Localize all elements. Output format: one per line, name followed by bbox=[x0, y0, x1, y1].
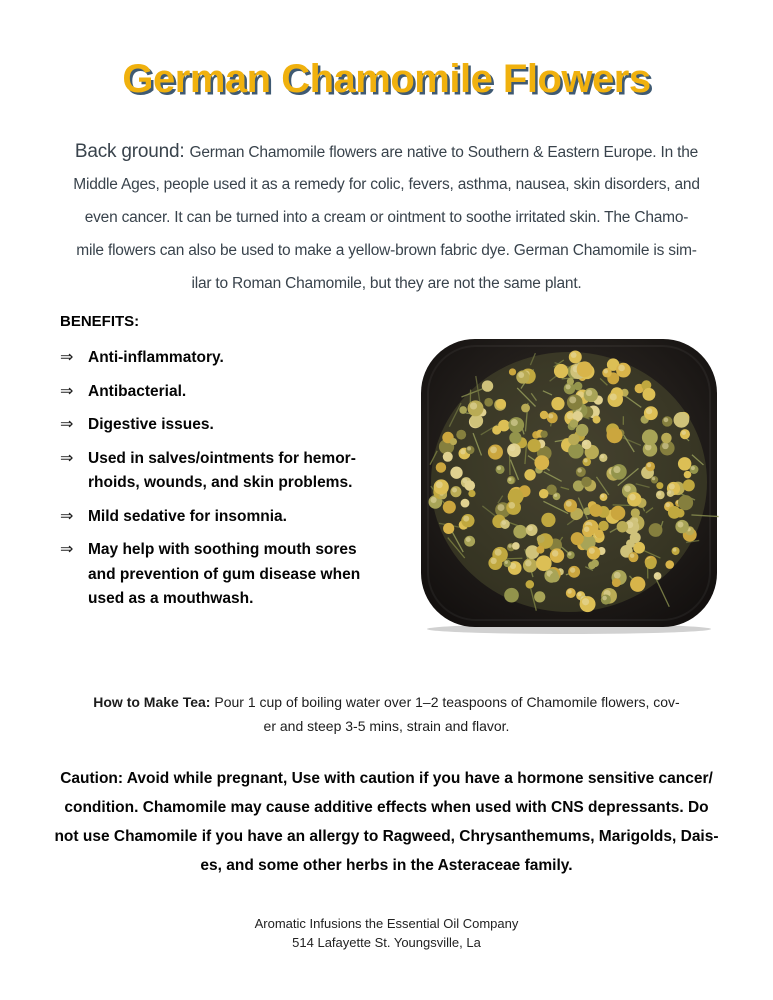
benefit-text bbox=[88, 505, 287, 530]
background-label: Back ground: bbox=[74, 141, 190, 162]
arrow-bullet-icon: ⇒ bbox=[60, 382, 74, 400]
benefit-text bbox=[88, 346, 224, 371]
benefit-item bbox=[60, 413, 390, 438]
benefit-line: Mild sedative for insomnia. bbox=[88, 507, 287, 525]
background-line: ilar to Roman Chamomile, but they are not the same plant. bbox=[191, 275, 582, 292]
chamomile-photo bbox=[416, 336, 722, 636]
benefits-heading: BENEFITS: bbox=[60, 313, 140, 330]
arrow-bullet-icon: ⇒ bbox=[60, 416, 74, 433]
benefit-text bbox=[88, 447, 356, 496]
arrow-bullet-icon: ⇒ bbox=[60, 449, 74, 467]
benefit-line: Antibacterial. bbox=[88, 382, 187, 400]
background-line bbox=[0, 135, 773, 168]
benefit-line: Digestive issues. bbox=[88, 416, 214, 433]
benefit-line: and prevention of gum disease when bbox=[88, 565, 361, 583]
caution-paragraph bbox=[0, 764, 773, 880]
page-title: German Chamomile Flowers bbox=[122, 57, 651, 101]
benefit-item bbox=[60, 447, 390, 496]
company-name: Aromatic Infusions the Essential Oil Company bbox=[254, 916, 519, 931]
benefit-item bbox=[60, 538, 390, 612]
background-paragraph bbox=[0, 135, 773, 300]
benefit-text bbox=[88, 380, 186, 405]
company-address: 514 Lafayette St. Youngsville, La bbox=[292, 935, 481, 950]
benefit-line: rhoids, wounds, and skin problems. bbox=[88, 474, 353, 491]
caution-line: not use Chamomile if you have an allergy to Ragweed, Chrysanthemums, Marigolds, Dais- bbox=[54, 828, 719, 845]
caution-line: condition. Chamomile may cause additive effects when used with CNS depressants. Do bbox=[64, 799, 709, 816]
benefit-line: Used in salves/ointments for hemor- bbox=[88, 449, 356, 467]
benefit-line: May help with soothing mouth sores bbox=[88, 541, 357, 558]
tea-instructions bbox=[0, 690, 773, 738]
tea-line bbox=[0, 690, 773, 714]
arrow-bullet-icon: ⇒ bbox=[60, 507, 74, 525]
background-line: even cancer. It can be turned into a cream or ointment to soothe irritated skin. The Chamo- bbox=[84, 209, 689, 226]
benefits-section bbox=[60, 313, 390, 621]
background-line: Middle Ages, people used it as a remedy for colic, fevers, asthma, nausea, skin disorders, and bbox=[73, 176, 700, 193]
chamomile-plate-svg bbox=[416, 336, 722, 636]
background-line-text: German Chamomile flowers are native to Southern & Eastern Europe. In the bbox=[189, 144, 699, 161]
benefit-line: used as a mouthwash. bbox=[88, 590, 254, 607]
benefit-item bbox=[60, 380, 390, 405]
benefit-item bbox=[60, 346, 390, 371]
benefit-line: Anti-inflammatory. bbox=[88, 349, 224, 366]
arrow-bullet-icon: ⇒ bbox=[60, 541, 74, 558]
company-footer bbox=[0, 914, 773, 952]
background-line: mile flowers can also be used to make a yellow-brown fabric dye. German Chamomile is sim- bbox=[76, 242, 697, 259]
tea-line: er and steep 3-5 mins, strain and flavor. bbox=[263, 718, 510, 734]
benefit-item bbox=[60, 505, 390, 530]
tea-label: How to Make Tea: bbox=[93, 694, 215, 710]
caution-line: Caution: Avoid while pregnant, Use with caution if you have a hormone sensitive cancer/ bbox=[60, 770, 713, 787]
benefit-text bbox=[88, 413, 214, 438]
benefit-text bbox=[88, 538, 360, 612]
arrow-bullet-icon: ⇒ bbox=[60, 349, 74, 366]
tea-line-text: Pour 1 cup of boiling water over 1–2 teaspoons of Chamomile flowers, cov- bbox=[214, 694, 680, 710]
caution-line: es, and some other herbs in the Asteraceae family. bbox=[200, 857, 573, 874]
